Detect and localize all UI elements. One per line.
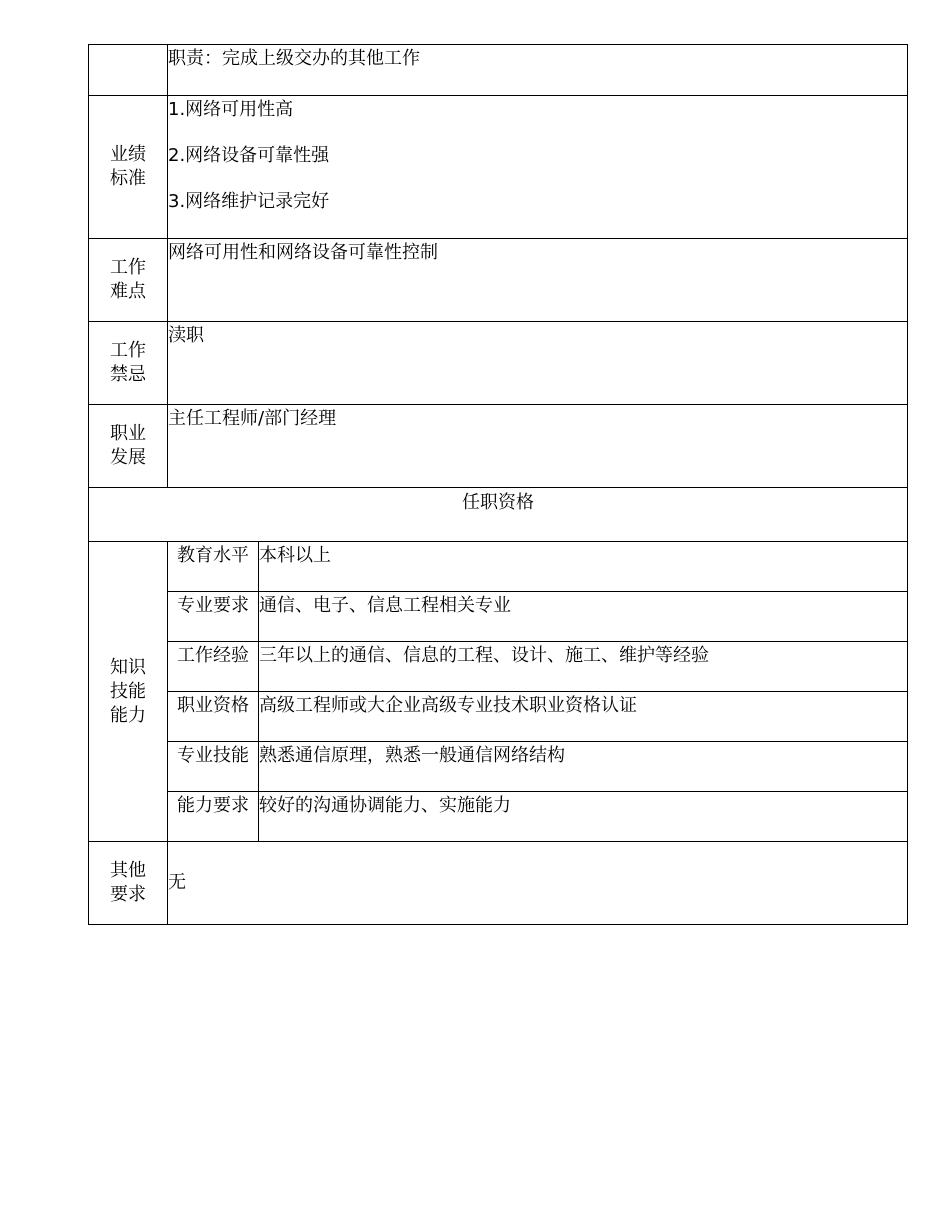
other-label (89, 842, 168, 925)
qualification-title-row (89, 488, 908, 542)
education-label: 教育水平 (168, 542, 259, 592)
job-description-table (88, 44, 908, 925)
other-row (89, 842, 908, 925)
taboo-label (89, 322, 168, 405)
major-value: 通信、电子、信息工程相关专业 (259, 592, 908, 642)
performance-label (89, 96, 168, 239)
performance-label-line1: 业绩 (110, 144, 146, 165)
performance-label-line2: 标准 (110, 168, 146, 189)
difficulty-label (89, 239, 168, 322)
taboo-text: 渎职 (168, 322, 908, 405)
table-row (89, 642, 908, 692)
taboo-label-line1: 工作 (110, 340, 146, 361)
duty-text: 职责：完成上级交办的其他工作 (168, 45, 908, 96)
ability-label: 能力要求 (168, 792, 259, 842)
performance-list (168, 96, 908, 239)
list-item: 3.网络维护记录完好 (168, 191, 330, 212)
taboo-row (89, 322, 908, 405)
other-label-line1: 其他 (110, 860, 146, 881)
other-text: 无 (168, 842, 908, 925)
knowledge-label-line3: 能力 (110, 704, 146, 726)
certification-value: 高级工程师或大企业高级专业技术职业资格认证 (259, 692, 908, 742)
difficulty-row (89, 239, 908, 322)
career-label (89, 405, 168, 488)
experience-label: 工作经验 (168, 642, 259, 692)
experience-value: 三年以上的通信、信息的工程、设计、施工、维护等经验 (259, 642, 908, 692)
certification-label: 职业资格 (168, 692, 259, 742)
performance-row (89, 96, 908, 239)
skill-value: 熟悉通信原理，熟悉一般通信网络结构 (259, 742, 908, 792)
table-row (89, 792, 908, 842)
table-row (89, 742, 908, 792)
ability-value: 较好的沟通协调能力、实施能力 (259, 792, 908, 842)
skill-label: 专业技能 (168, 742, 259, 792)
career-label-line1: 职业 (110, 423, 146, 444)
taboo-label-line2: 禁忌 (110, 364, 146, 385)
education-value: 本科以上 (259, 542, 908, 592)
difficulty-text: 网络可用性和网络设备可靠性控制 (168, 239, 908, 322)
career-row (89, 405, 908, 488)
table-row (89, 542, 908, 592)
difficulty-label-line1: 工作 (110, 257, 146, 278)
knowledge-label-line1: 知识 (110, 656, 146, 678)
career-text: 主任工程师/部门经理 (168, 405, 908, 488)
qualification-title: 任职资格 (89, 488, 908, 542)
other-label-line2: 要求 (110, 884, 146, 905)
duty-row (89, 45, 908, 96)
knowledge-label-line2: 技能 (110, 680, 146, 702)
list-item: 2.网络设备可靠性强 (168, 145, 330, 166)
list-item: 1.网络可用性高 (168, 99, 294, 120)
career-label-line2: 发展 (110, 447, 146, 468)
difficulty-label-line2: 难点 (110, 281, 146, 302)
duty-label-cell (89, 45, 168, 96)
knowledge-label (89, 542, 168, 842)
table-row (89, 592, 908, 642)
major-label: 专业要求 (168, 592, 259, 642)
table-row (89, 692, 908, 742)
